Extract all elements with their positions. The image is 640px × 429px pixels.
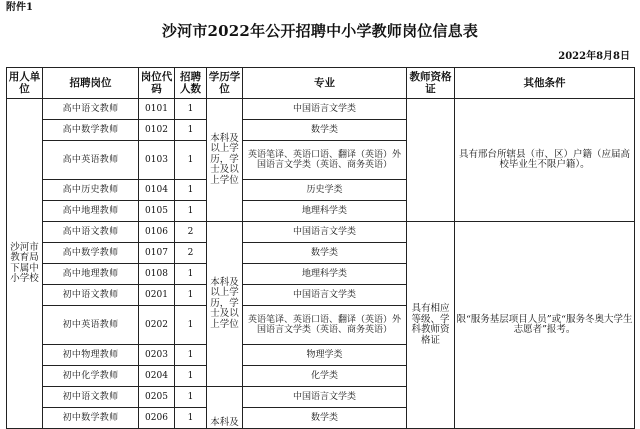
code-cell: 0101 [139, 99, 175, 120]
header-education: 学历学位 [207, 68, 243, 99]
count-cell: 1 [175, 180, 207, 201]
header-code: 岗位代码 [139, 68, 175, 99]
header-major: 专业 [243, 68, 407, 99]
count-cell: 1 [175, 366, 207, 387]
count-cell: 2 [175, 243, 207, 264]
position-cell: 高中历史教师 [43, 180, 139, 201]
recruitment-table [6, 67, 635, 429]
count-cell: 1 [175, 306, 207, 345]
position-cell: 初中化学教师 [43, 366, 139, 387]
count-cell: 1 [175, 201, 207, 222]
major-cell: 数学类 [243, 243, 407, 264]
position-cell: 高中地理教师 [43, 264, 139, 285]
page-title: 沙河市2022年公开招聘中小学教师岗位信息表 [161, 22, 479, 40]
table-row [7, 222, 635, 243]
count-cell: 1 [175, 408, 207, 429]
major-cell: 物理学类 [243, 345, 407, 366]
position-cell: 初中物理教师 [43, 345, 139, 366]
count-cell: 2 [175, 222, 207, 243]
education-cell: 本科及以上学历，学士及以上学位 [207, 99, 243, 222]
code-cell: 0108 [139, 264, 175, 285]
qualification-cell-empty [407, 99, 455, 222]
table-row [7, 99, 635, 120]
header-other-conditions: 其他条件 [455, 68, 635, 99]
major-cell: 历史学类 [243, 180, 407, 201]
other-conditions-cell: 具有邢台所辖县（市、区）户籍（应届高校毕业生不限户籍）。 [455, 99, 635, 222]
major-cell: 英语笔译、英语口语、翻译（英语）外国语言文学类（英语、商务英语） [243, 141, 407, 180]
count-cell: 1 [175, 141, 207, 180]
count-cell: 1 [175, 285, 207, 306]
unit-cell: 沙河市教育局下属中小学校 [7, 99, 43, 429]
major-cell: 地理科学类 [243, 264, 407, 285]
code-cell: 0104 [139, 180, 175, 201]
code-cell: 0106 [139, 222, 175, 243]
position-cell: 高中数学教师 [43, 243, 139, 264]
code-cell: 0204 [139, 366, 175, 387]
education-cell: 本科及以上学历，学士及以上学位 [207, 222, 243, 387]
position-cell: 高中数学教师 [43, 120, 139, 141]
major-cell: 地理科学类 [243, 201, 407, 222]
major-cell: 化学类 [243, 366, 407, 387]
position-cell: 高中语文教师 [43, 222, 139, 243]
education-cell: 本科及 [207, 387, 243, 429]
count-cell: 1 [175, 120, 207, 141]
position-cell: 初中英语教师 [43, 306, 139, 345]
header-position: 招聘岗位 [43, 68, 139, 99]
code-cell: 0102 [139, 120, 175, 141]
position-cell: 高中英语教师 [43, 141, 139, 180]
major-cell: 数学类 [243, 120, 407, 141]
count-cell: 1 [175, 264, 207, 285]
major-cell: 英语笔译、英语口语、翻译（英语）外国语言文学类（英语、商务英语） [243, 306, 407, 345]
code-cell: 0206 [139, 408, 175, 429]
count-cell: 1 [175, 345, 207, 366]
code-cell: 0107 [139, 243, 175, 264]
major-cell: 中国语言文学类 [243, 285, 407, 306]
major-cell: 中国语言文学类 [243, 222, 407, 243]
qualification-cell: 具有相应等级、学科教师资格证 [407, 222, 455, 429]
code-cell: 0201 [139, 285, 175, 306]
count-cell: 1 [175, 99, 207, 120]
position-cell: 高中地理教师 [43, 201, 139, 222]
header-unit: 用人单位 [7, 68, 43, 99]
code-cell: 0105 [139, 201, 175, 222]
code-cell: 0202 [139, 306, 175, 345]
count-cell: 1 [175, 387, 207, 408]
code-cell: 0103 [139, 141, 175, 180]
attachment-label: 附件1 [6, 2, 33, 13]
header-count: 招聘人数 [175, 68, 207, 99]
code-cell: 0203 [139, 345, 175, 366]
header-qualification: 教师资格证 [407, 68, 455, 99]
other-conditions-cell: 限“服务基层项目人员”或“服务冬奥大学生志愿者”报考。 [455, 222, 635, 429]
position-cell: 初中数学教师 [43, 408, 139, 429]
document-date: 2022年8月8日 [558, 51, 630, 62]
code-cell: 0205 [139, 387, 175, 408]
major-cell: 中国语言文学类 [243, 99, 407, 120]
position-cell: 初中语文教师 [43, 387, 139, 408]
position-cell: 初中语文教师 [43, 285, 139, 306]
major-cell: 数学类 [243, 408, 407, 429]
position-cell: 高中语文教师 [43, 99, 139, 120]
header-row [7, 68, 635, 99]
major-cell: 中国语言文学类 [243, 387, 407, 408]
